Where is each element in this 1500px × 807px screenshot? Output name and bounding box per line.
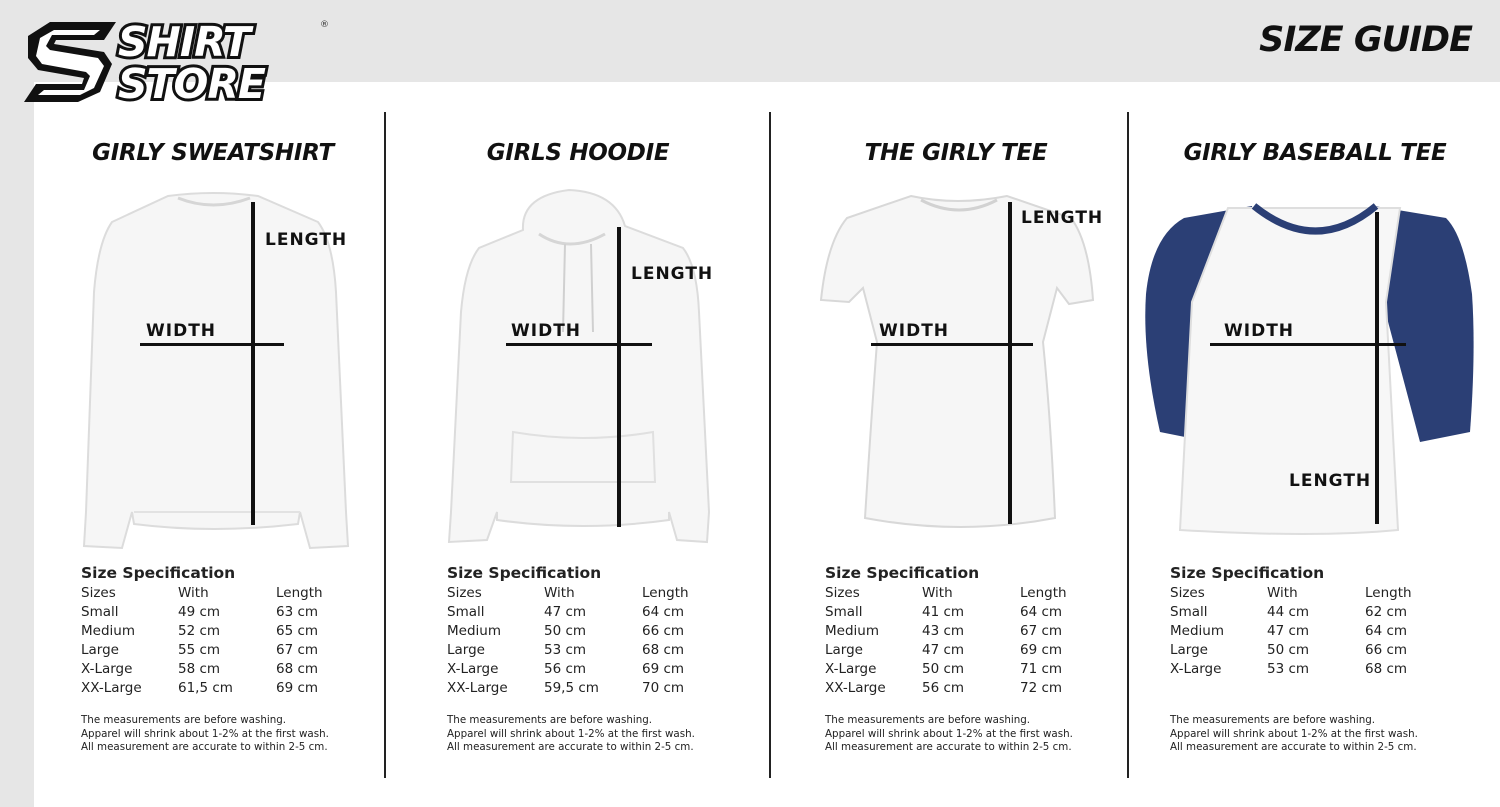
spec-title: Size Specification [447,564,602,582]
s-logo-icon [20,18,120,104]
size-cell: X-Large [825,661,877,677]
note-line: The measurements are before washing. [447,714,653,726]
note-line: All measurement are accurate to within 2-5 cm. [447,741,694,753]
width-cell: 53 cm [1267,661,1310,677]
size-cell: Small [825,604,863,620]
spec-header-row [1170,585,1450,604]
size-cell: XX-Large [81,680,142,696]
note-line: All measurement are accurate to within 2-5 cm. [81,741,328,753]
length-guide-line [1375,212,1379,524]
size-cell: Large [1170,642,1208,658]
table-row [81,680,361,699]
width-label: WIDTH [879,321,950,341]
note-line: The measurements are before washing. [81,714,287,726]
table-row [1170,642,1450,661]
width-cell: 50 cm [1267,642,1310,658]
hoodie-image [393,182,763,562]
width-cell: 56 cm [922,680,965,696]
length-label: LENGTH [631,264,714,284]
length-cell: 64 cm [1365,623,1408,639]
size-cell: Small [447,604,485,620]
width-cell: 53 cm [544,642,587,658]
size-cell: Large [81,642,119,658]
column-header: With [178,585,209,601]
length-cell: 69 cm [276,680,319,696]
spec-title: Size Specification [81,564,236,582]
length-cell: 62 cm [1365,604,1408,620]
size-cell: X-Large [447,661,499,677]
table-row [1170,623,1450,642]
column-header: Sizes [447,585,482,601]
note-line: Apparel will shrink about 1-2% at the first wash. [81,727,329,740]
width-cell: 49 cm [178,604,221,620]
width-label: WIDTH [1224,321,1295,341]
baseball-tee-image [1130,182,1500,562]
column-header: Sizes [1170,585,1205,601]
column-header: Length [276,585,323,601]
column-header: With [922,585,953,601]
tee-image [771,182,1141,562]
column-header: Length [1365,585,1412,601]
spec-header-row [825,585,1105,604]
width-cell: 41 cm [922,604,965,620]
table-row [81,623,361,642]
width-cell: 43 cm [922,623,965,639]
length-cell: 63 cm [276,604,319,620]
spec-title: Size Specification [1170,564,1325,582]
length-cell: 72 cm [1020,680,1063,696]
length-cell: 69 cm [642,661,685,677]
size-cell: Medium [81,623,135,639]
logo-word-store: STORE [118,60,265,108]
width-cell: 58 cm [178,661,221,677]
logo-word-shirt: SHIRT [118,18,250,66]
width-cell: 47 cm [544,604,587,620]
product-panel-baseball-tee [1130,112,1500,792]
size-spec-hoodie [447,564,727,753]
column-header: Sizes [81,585,116,601]
width-cell: 59,5 cm [544,680,599,696]
length-guide-line [1008,202,1012,524]
length-cell: 69 cm [1020,642,1063,658]
width-cell: 44 cm [1267,604,1310,620]
length-cell: 67 cm [1020,623,1063,639]
size-cell: X-Large [1170,661,1222,677]
size-spec-baseball-tee [1170,564,1450,753]
width-guide-line [506,343,652,346]
length-cell: 71 cm [1020,661,1063,677]
width-cell: 56 cm [544,661,587,677]
table-row [447,623,727,642]
table-row [825,642,1105,661]
width-cell: 47 cm [922,642,965,658]
note-line: All measurement are accurate to within 2-5 cm. [825,741,1072,753]
length-label: LENGTH [1021,208,1104,228]
length-cell: 66 cm [1365,642,1408,658]
table-row [447,642,727,661]
note-line: All measurement are accurate to within 2-5 cm. [1170,741,1417,753]
product-title: THE GIRLY TEE [864,140,1048,166]
size-spec-sweatshirt [81,564,361,753]
product-title: GIRLY BASEBALL TEE [1183,140,1447,166]
column-header: Sizes [825,585,860,601]
length-cell: 68 cm [276,661,319,677]
length-guide-line [617,227,621,527]
length-label: LENGTH [265,230,348,250]
product-title: GIRLS HOODIE [486,140,670,166]
measurement-notes [825,714,1073,755]
size-cell: Large [447,642,485,658]
measurement-notes [81,714,329,755]
size-cell: XX-Large [825,680,886,696]
width-label: WIDTH [146,321,217,341]
spec-title: Size Specification [825,564,980,582]
registered-mark: ® [320,20,329,30]
table-row [81,661,361,680]
width-cell: 61,5 cm [178,680,233,696]
page-title: SIZE GUIDE [1259,20,1472,60]
length-cell: 70 cm [642,680,685,696]
width-cell: 50 cm [544,623,587,639]
spec-header-row [81,585,361,604]
size-cell: Medium [1170,623,1224,639]
size-cell: X-Large [81,661,133,677]
width-cell: 55 cm [178,642,221,658]
column-header: With [544,585,575,601]
size-spec-tee [825,564,1105,753]
size-cell: Medium [825,623,879,639]
length-guide-line [251,202,255,525]
spec-header-row [447,585,727,604]
table-row [1170,604,1450,623]
width-cell: 52 cm [178,623,221,639]
length-label: LENGTH [1289,471,1372,491]
measurement-notes [1170,714,1418,755]
size-cell: Small [81,604,119,620]
table-row [1170,661,1450,680]
table-row [447,661,727,680]
shirt-store-logo [20,18,329,108]
size-cell: Medium [447,623,501,639]
note-line: Apparel will shrink about 1-2% at the first wash. [447,727,695,740]
width-cell: 47 cm [1267,623,1310,639]
note-line: Apparel will shrink about 1-2% at the first wash. [825,727,1073,740]
length-cell: 66 cm [642,623,685,639]
length-cell: 67 cm [276,642,319,658]
column-header: Length [1020,585,1067,601]
width-guide-line [871,343,1033,346]
size-cell: Large [825,642,863,658]
table-row [447,680,727,699]
table-row [825,680,1105,699]
note-line: The measurements are before washing. [1170,714,1376,726]
length-cell: 68 cm [642,642,685,658]
table-row [447,604,727,623]
length-cell: 64 cm [642,604,685,620]
size-cell: XX-Large [447,680,508,696]
width-guide-line [1210,343,1406,346]
size-cell: Small [1170,604,1208,620]
column-header: With [1267,585,1298,601]
table-row [81,642,361,661]
width-cell: 50 cm [922,661,965,677]
column-header: Length [642,585,689,601]
length-cell: 65 cm [276,623,319,639]
note-line: Apparel will shrink about 1-2% at the first wash. [1170,727,1418,740]
measurement-notes [447,714,695,755]
table-row [81,604,361,623]
width-label: WIDTH [511,321,582,341]
table-row [825,604,1105,623]
table-row [825,623,1105,642]
length-cell: 68 cm [1365,661,1408,677]
product-title: GIRLY SWEATSHIRT [92,140,334,166]
width-guide-line [140,343,284,346]
length-cell: 64 cm [1020,604,1063,620]
note-line: The measurements are before washing. [825,714,1031,726]
table-row [825,661,1105,680]
